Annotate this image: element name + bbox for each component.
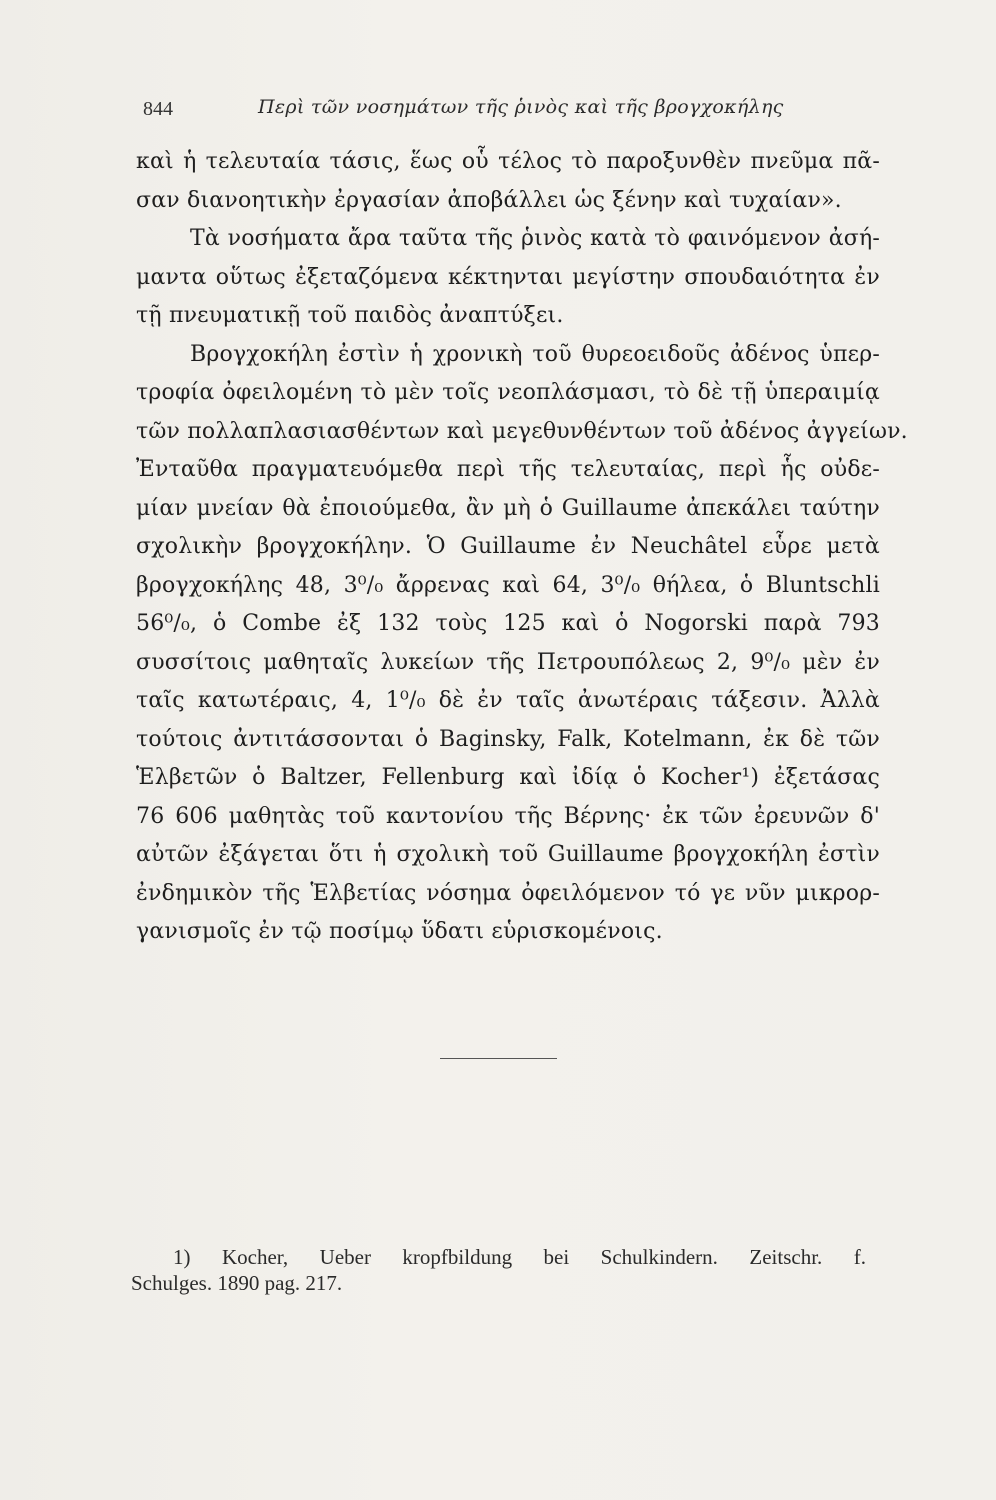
page-header: [143, 92, 883, 122]
text-line: καὶ ἡ τελευταία τάσις, ἕως οὗ τέλος τὸ παροξυνθὲν πνεῦμα πᾶ-: [136, 149, 880, 174]
text-line: μαντα οὕτως ἐξεταζόμενα κέκτηνται μεγίστην σπουδαιότητα ἐν: [136, 264, 880, 290]
text-line: μίαν μνείαν θὰ ἐποιούμεθα, ἂν μὴ ὁ Guillaume ἀπεκάλει ταύτην: [136, 495, 880, 521]
text-line: ταῖς κατωτέραις, 4, 1⁰/₀ δὲ ἐν ταῖς ἀνωτέραις τάξεσιν. Ἀλλὰ: [136, 688, 880, 713]
running-title: Περὶ τῶν νοσημάτων τῆς ῥινὸς καὶ τῆς βρογχοκήλης: [258, 96, 784, 118]
text-line: Ἑλβετῶν ὁ Baltzer, Fellenburg καὶ ἰδίᾳ ὁ Kocher¹) ἐξετάσας: [136, 765, 880, 790]
footnote-line: 1) Kocher, Ueber kropfbildung bei Schulkindern. Zeitschr. f.: [173, 1245, 866, 1269]
body-text: [136, 143, 908, 952]
text-line: Τὰ νοσήματα ἄρα ταῦτα τῆς ῥινὸς κατὰ τὸ φαινόμενον ἀσή-: [190, 226, 880, 251]
text-line: τροφία ὀφειλομένη τὸ μὲν τοῖς νεοπλάσμασι, τὸ δὲ τῇ ὑπεραιμίᾳ: [136, 380, 880, 405]
text-line: 56⁰/₀, ὁ Combe ἐξ 132 τοὺς 125 καὶ ὁ Nogorski παρὰ 793: [136, 611, 880, 636]
page-number: 844: [143, 98, 173, 120]
text-line: συσσίτοις μαθηταῖς λυκείων τῆς Πετρουπόλεως 2, 9⁰/₀ μὲν ἐν: [136, 649, 880, 675]
text-line: αὐτῶν ἐξάγεται ὅτι ἡ σχολικὴ τοῦ Guillaume βρογχοκήλη ἐστὶν: [136, 842, 880, 867]
text-line: βρογχοκήλης 48, 3⁰/₀ ἄρρενας καὶ 64, 3⁰/₀ θήλεα, ὁ Bluntschli: [136, 572, 880, 598]
footnote-divider: [440, 1058, 557, 1059]
text-line: τῇ πνευματικῇ τοῦ παιδὸς ἀναπτύξει.: [136, 303, 564, 328]
text-line: ἐνδημικὸν τῆς Ἑλβετίας νόσημα ὀφειλόμενον τό γε νῦν μικρορ-: [136, 880, 880, 906]
text-line: Βρογχοκήλη ἐστὶν ἡ χρονικὴ τοῦ θυρεοειδοῦς ἀδένος ὑπερ-: [190, 341, 880, 367]
text-line: τῶν πολλαπλασιασθέντων καὶ μεγεθυνθέντων τοῦ ἀδένος ἀγγείων.: [136, 418, 908, 444]
text-line: γανισμοῖς ἐν τῷ ποσίμῳ ὕδατι εὑρισκομένοις.: [136, 919, 663, 944]
text-line: σχολικὴν βρογχοκήλην. Ὁ Guillaume ἐν Neuchâtel εὗρε μετὰ: [136, 534, 880, 559]
text-line: τούτοις ἀντιτάσσονται ὁ Baginsky, Falk, Kotelmann, ἐκ δὲ τῶν: [136, 726, 880, 752]
footnote-line: Schulges. 1890 pag. 217.: [131, 1271, 343, 1295]
text-line: 76 606 μαθητὰς τοῦ καντονίου τῆς Βέρνης· ἐκ τῶν ἐρευνῶν δ': [136, 803, 880, 829]
text-line: σαν διανοητικὴν ἐργασίαν ἀποβάλλει ὡς ξένην καὶ τυχαίαν».: [136, 187, 842, 213]
text-line: Ἐνταῦθα πραγματευόμεθα περὶ τῆς τελευταίας, περὶ ἧς οὐδε-: [136, 457, 880, 482]
